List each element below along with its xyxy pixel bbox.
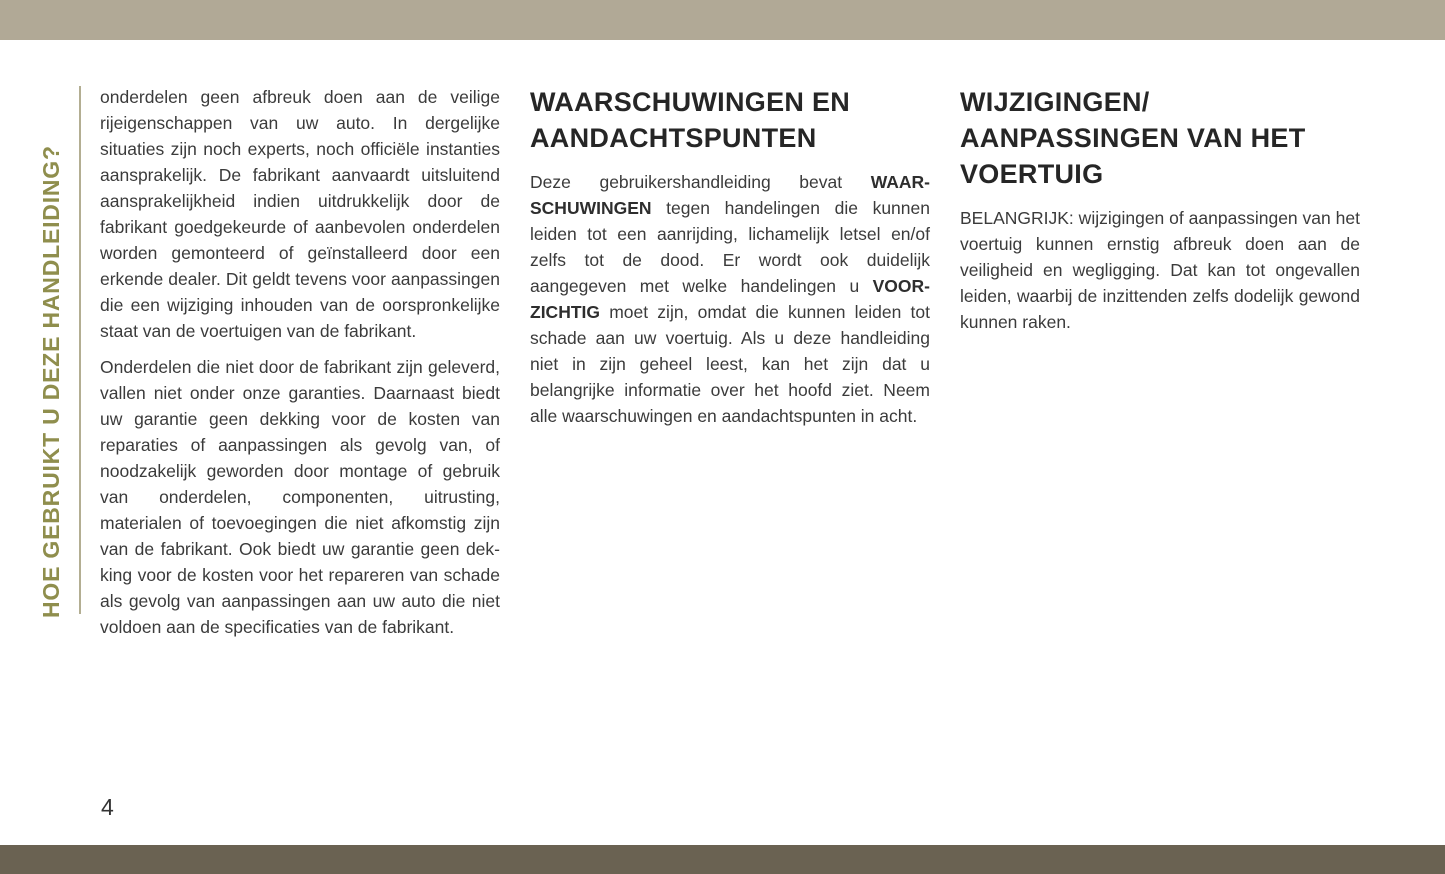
section-heading-warnings: WAARSCHUWINGEN EN AANDACHTSPUNTEN [530, 87, 851, 153]
text-run: moet zijn, omdat die kunnen leiden tot schade aan uw voertuig. Als u deze handleiding niet in zijn geheel leest, kan het zijn dat u belangrijke informatie over het hoofd ziet. Neem alle waarschuwingen en aandachtspunten in acht. [530, 302, 930, 426]
chapter-divider-rule [79, 86, 81, 614]
bottom-bar [0, 845, 1445, 874]
page-number: 4 [101, 794, 114, 820]
column-middle [530, 84, 930, 640]
paragraph-warranty: Onderdelen die niet door de fabrikant zijn geleverd, vallen niet onder onze garanties. Daarnaast biedt uw garantie geen dekking voor de kosten van reparaties of aanpassingen als gevolg van, of noodzakelijk geworden door montage of gebruik van onderdelen, componenten, uitrusting, materialen of toevoegingen die niet afkomstig zijn van de fabrikant. Ook biedt uw garantie geen dekking voor de kosten voor het repareren van schade als gevolg van aanpassingen aan uw auto die niet voldoen aan de specificaties van de fabrikant. [100, 357, 500, 637]
top-bar [0, 0, 1445, 40]
text-run-bold-caution: VOORZICHTIG [530, 276, 930, 322]
paragraph-parts-liability: onderdelen geen afbreuk doen aan de veilige rijeigenschappen van uw auto. In dergelijke situaties zijn noch experts, noch officiële instanties aansprakelijk. De fabrikant aanvaardt uitsluitend aansprakelijkheid indien uitdrukkelijk door de fabrikant goedgekeurde of aanbevolen onderdelen worden gemonteerd of geïnstalleerd door een erkende dealer. Dit geldt tevens voor aanpassingen die een wijziging inhouden van de oorspronkelijke staat van de voertuigen van de fabrikant. [100, 87, 500, 341]
text-run-bold-warnings: WAARSCHUWINGEN [530, 172, 930, 218]
paragraph-modifications: BELANGRIJK: wijzigingen of aanpassingen van het voertuig kunnen ernstig afbreuk doen aan de veiligheid en wegligging. Dat kan tot ongevallen leiden, waarbij de inzittenden zelfs dodelijk gewond kunnen raken. [960, 208, 1360, 332]
section-heading-modifications: WIJZIGINGEN/​AANPASSINGEN VAN HET VOERTUIG [960, 87, 1306, 189]
text-run: Deze gebruikershandleiding bevat [530, 172, 871, 192]
chapter-vertical-title: HOE GEBRUIKT U DEZE HANDLEIDING? [38, 145, 64, 618]
column-left [100, 84, 500, 640]
text-run: tegen handelingen die kunnen leiden tot een aanrijding, lichamelijk letsel en/of zelfs tot de dood. Er wordt ook duidelijk aangegeven met welke handelingen u [530, 198, 930, 296]
text-columns [100, 84, 1360, 640]
paragraph-warnings [530, 169, 930, 429]
column-right [960, 84, 1360, 640]
